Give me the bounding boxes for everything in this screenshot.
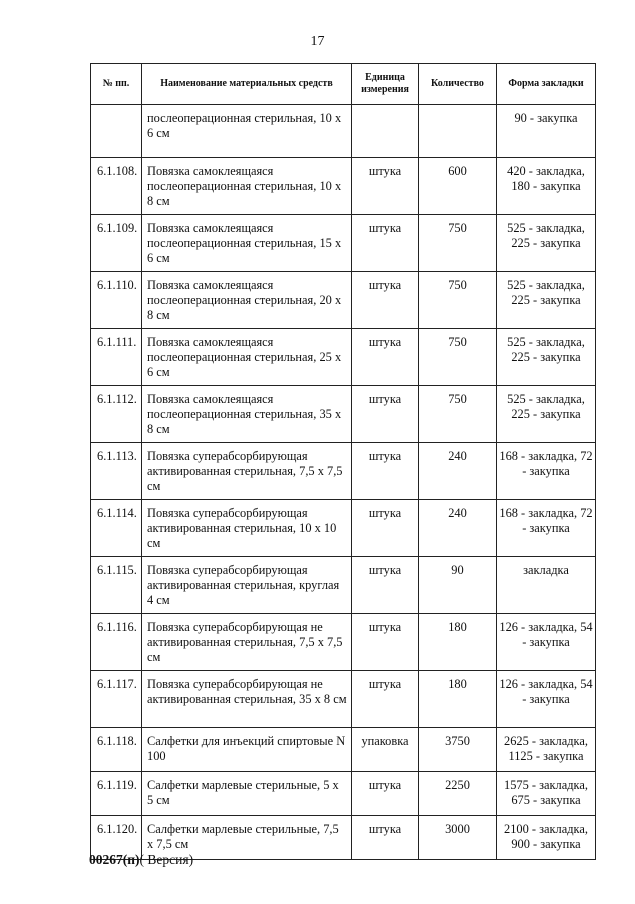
table-row bbox=[91, 386, 596, 443]
cell-qty: 750 bbox=[419, 272, 497, 329]
table-row bbox=[91, 215, 596, 272]
cell-name: Салфетки для инъекций спиртовые N 100 bbox=[142, 728, 352, 772]
header-name: Наименование материальных средств bbox=[142, 64, 352, 105]
cell-qty: 2250 bbox=[419, 772, 497, 816]
cell-unit: штука bbox=[352, 614, 419, 671]
cell-name: Повязка самоклеящаяся послеоперационная стерильная, 20 х 8 см bbox=[142, 272, 352, 329]
table-row bbox=[91, 105, 596, 158]
cell-num: 6.1.112. bbox=[91, 386, 142, 443]
table-row bbox=[91, 500, 596, 557]
header-num: № пп. bbox=[91, 64, 142, 105]
cell-qty: 240 bbox=[419, 500, 497, 557]
cell-qty: 3750 bbox=[419, 728, 497, 772]
cell-qty: 750 bbox=[419, 215, 497, 272]
table-row bbox=[91, 272, 596, 329]
cell-unit: штука bbox=[352, 671, 419, 728]
cell-name: Салфетки марлевые стерильные, 7,5 х 7,5 см bbox=[142, 816, 352, 860]
cell-form: 168 - закладка, 72 - закупка bbox=[497, 500, 596, 557]
table-header-row bbox=[91, 64, 596, 105]
cell-num: 6.1.109. bbox=[91, 215, 142, 272]
table-row bbox=[91, 443, 596, 500]
cell-num: 6.1.116. bbox=[91, 614, 142, 671]
cell-name: Повязка суперабсорбирующая не активированная стерильная, 7,5 х 7,5 см bbox=[142, 614, 352, 671]
cell-form: 168 - закладка, 72 - закупка bbox=[497, 443, 596, 500]
cell-qty: 600 bbox=[419, 158, 497, 215]
cell-name: Повязка самоклеящаяся послеоперационная стерильная, 35 х 8 см bbox=[142, 386, 352, 443]
cell-qty: 240 bbox=[419, 443, 497, 500]
header-qty: Количество bbox=[419, 64, 497, 105]
cell-qty: 750 bbox=[419, 329, 497, 386]
cell-form: 126 - закладка, 54 - закупка bbox=[497, 614, 596, 671]
cell-unit: штука bbox=[352, 816, 419, 860]
cell-unit bbox=[352, 105, 419, 158]
cell-name: Повязка суперабсорбирующая активированная стерильная, 7,5 х 7,5 см bbox=[142, 443, 352, 500]
cell-name: Повязка суперабсорбирующая активированная стерильная, круглая 4 см bbox=[142, 557, 352, 614]
document-code-number: 00267(п) bbox=[89, 852, 140, 867]
table-row bbox=[91, 557, 596, 614]
table-body bbox=[91, 105, 596, 860]
cell-num: 6.1.120. bbox=[91, 816, 142, 860]
cell-unit: штука bbox=[352, 772, 419, 816]
header-unit: Единица измерения bbox=[352, 64, 419, 105]
cell-name: Повязка самоклеящаяся послеоперационная стерильная, 10 х 8 см bbox=[142, 158, 352, 215]
cell-unit: штука bbox=[352, 557, 419, 614]
cell-unit: штука bbox=[352, 386, 419, 443]
header-form: Форма закладки bbox=[497, 64, 596, 105]
cell-form: 90 - закупка bbox=[497, 105, 596, 158]
cell-qty: 3000 bbox=[419, 816, 497, 860]
cell-name: Повязка самоклеящаяся послеоперационная стерильная, 15 х 6 см bbox=[142, 215, 352, 272]
cell-form: 126 - закладка, 54 - закупка bbox=[497, 671, 596, 728]
cell-num: 6.1.114. bbox=[91, 500, 142, 557]
cell-unit: штука bbox=[352, 443, 419, 500]
materials-table bbox=[90, 63, 596, 860]
cell-form: 525 - закладка, 225 - закупка bbox=[497, 215, 596, 272]
table-row bbox=[91, 614, 596, 671]
cell-num: 6.1.108. bbox=[91, 158, 142, 215]
cell-num: 6.1.111. bbox=[91, 329, 142, 386]
cell-qty: 90 bbox=[419, 557, 497, 614]
cell-qty: 750 bbox=[419, 386, 497, 443]
cell-form: 525 - закладка, 225 - закупка bbox=[497, 329, 596, 386]
cell-num: 6.1.119. bbox=[91, 772, 142, 816]
document-version: ( Версия) bbox=[139, 852, 194, 867]
cell-form: 2100 - закладка, 900 - закупка bbox=[497, 816, 596, 860]
cell-form: 2625 - закладка, 1125 - закупка bbox=[497, 728, 596, 772]
cell-num: 6.1.117. bbox=[91, 671, 142, 728]
cell-num: 6.1.115. bbox=[91, 557, 142, 614]
cell-qty bbox=[419, 105, 497, 158]
cell-unit: штука bbox=[352, 500, 419, 557]
cell-name: Повязка суперабсорбирующая активированная стерильная, 10 х 10 см bbox=[142, 500, 352, 557]
cell-name: Салфетки марлевые стерильные, 5 х 5 см bbox=[142, 772, 352, 816]
table-row bbox=[91, 329, 596, 386]
cell-qty: 180 bbox=[419, 671, 497, 728]
cell-unit: штука bbox=[352, 215, 419, 272]
cell-form: 525 - закладка, 225 - закупка bbox=[497, 386, 596, 443]
cell-name: Повязка самоклеящаяся послеоперационная стерильная, 25 х 6 см bbox=[142, 329, 352, 386]
cell-unit: штука bbox=[352, 272, 419, 329]
table-row bbox=[91, 158, 596, 215]
cell-name: послеоперационная стерильная, 10 х 6 см bbox=[142, 105, 352, 158]
cell-form: 1575 - закладка, 675 - закупка bbox=[497, 772, 596, 816]
cell-num: 6.1.110. bbox=[91, 272, 142, 329]
cell-name: Повязка суперабсорбирующая не активированная стерильная, 35 х 8 см bbox=[142, 671, 352, 728]
cell-form: закладка bbox=[497, 557, 596, 614]
document-code bbox=[89, 852, 193, 868]
cell-unit: штука bbox=[352, 158, 419, 215]
table-row bbox=[91, 772, 596, 816]
table-row bbox=[91, 671, 596, 728]
cell-unit: штука bbox=[352, 329, 419, 386]
cell-unit: упаковка bbox=[352, 728, 419, 772]
cell-num: 6.1.118. bbox=[91, 728, 142, 772]
table-row bbox=[91, 728, 596, 772]
cell-num: 6.1.113. bbox=[91, 443, 142, 500]
cell-form: 525 - закладка, 225 - закупка bbox=[497, 272, 596, 329]
cell-qty: 180 bbox=[419, 614, 497, 671]
page-number: 17 bbox=[310, 34, 325, 49]
cell-form: 420 - закладка, 180 - закупка bbox=[497, 158, 596, 215]
cell-num bbox=[91, 105, 142, 158]
